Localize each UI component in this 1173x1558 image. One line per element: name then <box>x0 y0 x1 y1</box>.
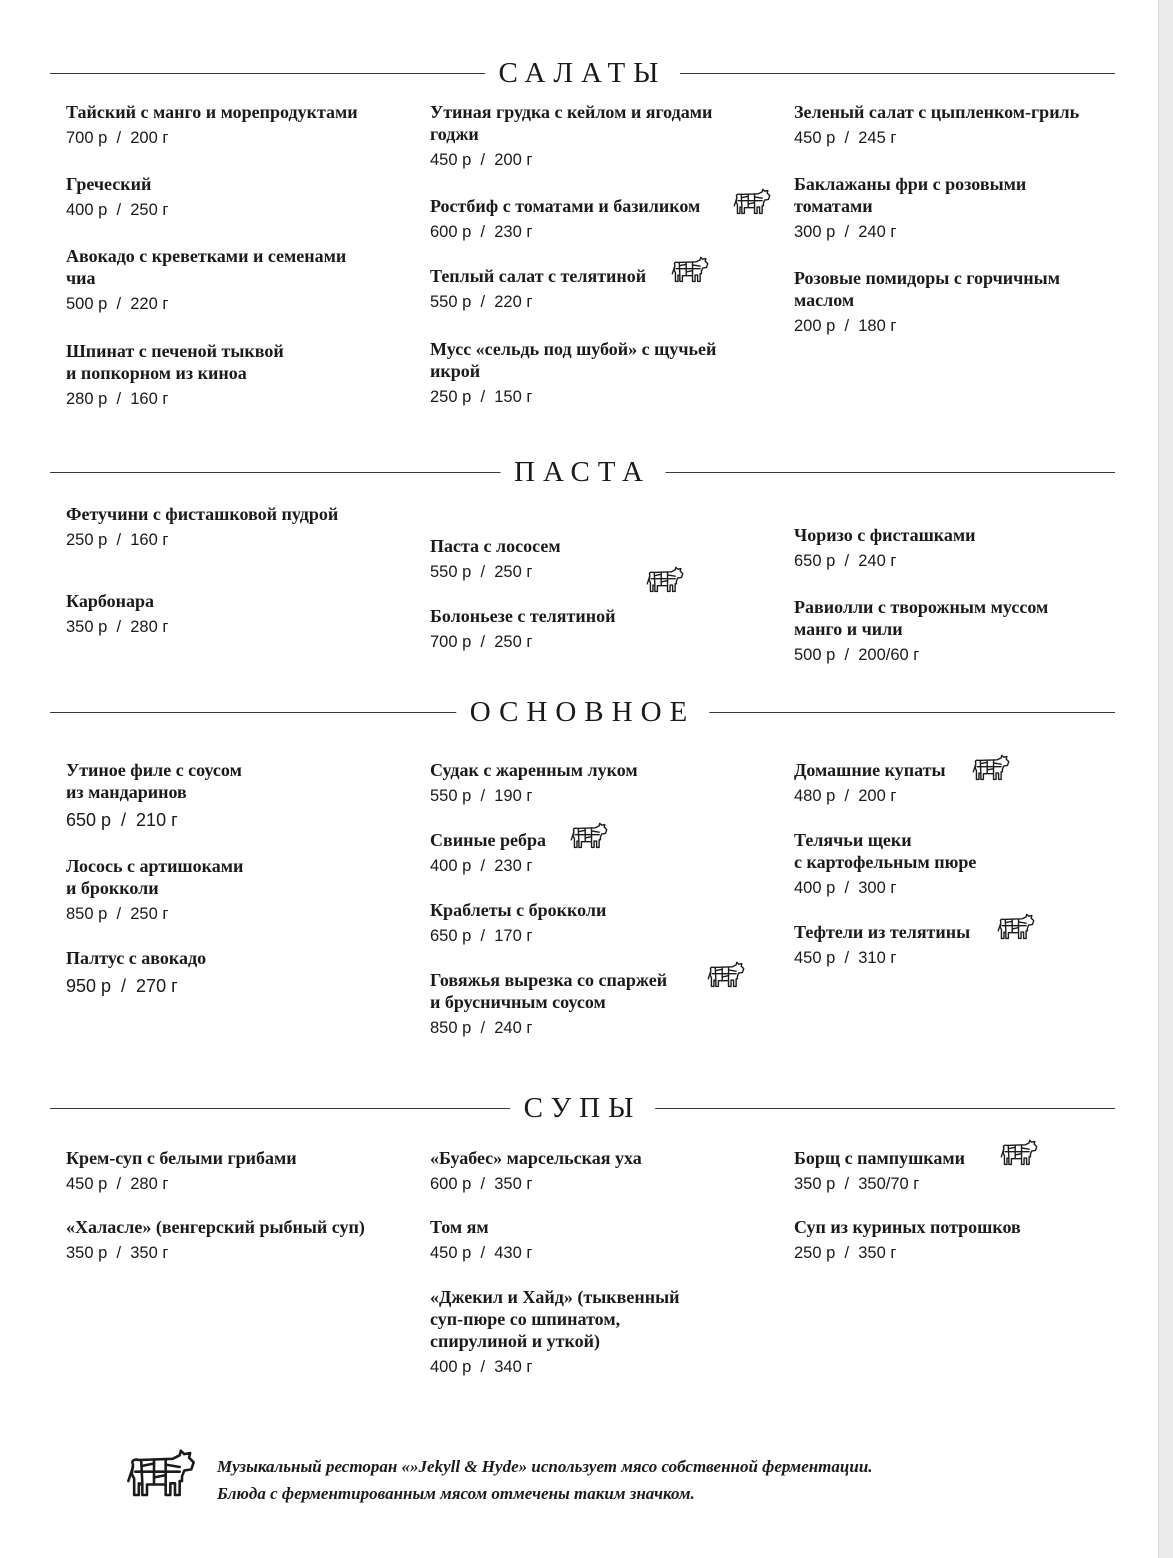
section-soups <box>50 1093 1115 1123</box>
item-price: 850 р / 250 г <box>66 905 169 923</box>
item-price: 200 р / 180 г <box>794 317 897 335</box>
menu-item <box>794 759 1144 807</box>
menu-item <box>794 596 1144 666</box>
item-name: Том ям <box>430 1217 489 1237</box>
menu-item <box>430 605 780 653</box>
menu-item <box>794 829 1144 899</box>
menu-item <box>430 899 780 947</box>
item-name: Зеленый салат с цыпленком-гриль <box>794 102 1080 122</box>
menu-item <box>430 265 780 313</box>
item-name: Болоньезе с телятиной <box>430 606 616 626</box>
item-price: 450 р / 280 г <box>66 1175 169 1193</box>
item-price: 650 р / 210 г <box>66 810 178 830</box>
item-price: 650 р / 170 г <box>430 927 533 945</box>
item-price: 500 р / 200/60 г <box>794 646 920 664</box>
menu-item <box>430 338 780 408</box>
menu-item <box>794 1147 1144 1195</box>
item-price: 350 р / 280 г <box>66 618 169 636</box>
footer-line: Музыкальный ресторан «»Jekyll & Hyde» использует мясо собственной ферментации. <box>217 1457 873 1476</box>
item-price: 280 р / 160 г <box>66 390 169 408</box>
item-name: Равиолли с творожным муссом манго и чили <box>794 597 1049 639</box>
item-price: 350 р / 350/70 г <box>794 1175 920 1193</box>
menu-item <box>430 1147 780 1195</box>
item-price: 700 р / 200 г <box>66 129 169 147</box>
item-name: Говяжья вырезка со спаржей и брусничным соусом <box>430 970 668 1012</box>
menu-item <box>66 173 416 221</box>
menu-item <box>66 759 416 831</box>
item-name: Лосось с артишоками и брокколи <box>66 856 244 898</box>
item-name: Розовые помидоры с горчичным маслом <box>794 268 1060 310</box>
item-price: 400 р / 340 г <box>430 1358 533 1376</box>
item-name: Греческий <box>66 174 152 194</box>
menu-item <box>66 340 416 410</box>
cow-icon <box>707 961 745 989</box>
cow-icon <box>126 1448 196 1500</box>
item-price: 850 р / 240 г <box>430 1019 533 1037</box>
item-name: Судак с жаренным луком <box>430 760 638 780</box>
item-price: 350 р / 350 г <box>66 1244 169 1262</box>
cow-icon <box>570 822 608 850</box>
menu-item <box>66 590 416 638</box>
item-name: Карбонара <box>66 591 154 611</box>
item-price: 600 р / 350 г <box>430 1175 533 1193</box>
cow-icon <box>646 566 684 594</box>
menu-item <box>794 101 1144 149</box>
footer-line: Блюда с ферментированным мясом отмечены таким значком. <box>217 1484 695 1503</box>
section-title: ПАСТА <box>500 457 665 487</box>
item-price: 950 р / 270 г <box>66 976 178 996</box>
item-name: Утиное филе с соусом из мандаринов <box>66 760 242 802</box>
item-name: Крем-суп с белыми грибами <box>66 1148 297 1168</box>
item-name: Теплый салат с телятиной <box>430 266 647 286</box>
item-price: 480 р / 200 г <box>794 787 897 805</box>
section-title: САЛАТЫ <box>485 58 681 88</box>
item-name: Ростбиф с томатами и базиликом <box>430 196 701 216</box>
item-price: 550 р / 220 г <box>430 293 533 311</box>
item-price: 450 р / 430 г <box>430 1244 533 1262</box>
item-price: 450 р / 310 г <box>794 949 897 967</box>
item-name: «Буабес» марсельская уха <box>430 1148 642 1168</box>
cow-icon <box>972 754 1010 782</box>
item-price: 250 р / 150 г <box>430 388 533 406</box>
cow-icon <box>733 188 771 216</box>
item-price: 400 р / 250 г <box>66 201 169 219</box>
menu-item <box>794 524 1144 572</box>
item-name: Борщ с пампушками <box>794 1148 966 1168</box>
menu-item <box>66 947 416 997</box>
item-name: Мусс «сельдь под шубой» с щучьей икрой <box>430 339 717 381</box>
menu-item <box>794 921 1144 969</box>
cow-icon <box>997 913 1035 941</box>
menu-item <box>794 173 1144 243</box>
cow-icon <box>671 256 709 284</box>
item-name: Телячьи щеки с картофельным пюре <box>794 830 977 872</box>
footer-note <box>217 1453 1117 1507</box>
item-name: Авокадо с креветками и семенами чиа <box>66 246 347 288</box>
item-name: Баклажаны фри с розовыми томатами <box>794 174 1027 216</box>
item-price: 450 р / 200 г <box>430 151 533 169</box>
item-price: 700 р / 250 г <box>430 633 533 651</box>
menu-item <box>66 1216 416 1264</box>
menu-item <box>66 101 416 149</box>
section-main <box>50 697 1115 727</box>
menu-item <box>66 503 416 551</box>
menu-item <box>430 535 780 583</box>
menu-item <box>66 855 416 925</box>
menu-item <box>66 245 416 315</box>
item-price: 550 р / 190 г <box>430 787 533 805</box>
item-name: Шпинат с печеной тыквой и попкорном из киноа <box>66 341 284 383</box>
item-price: 400 р / 300 г <box>794 879 897 897</box>
section-title: СУПЫ <box>510 1093 656 1123</box>
item-name: Палтус с авокадо <box>66 948 207 968</box>
item-name: Краблеты с брокколи <box>430 900 607 920</box>
item-name: Тайский с манго и морепродуктами <box>66 102 358 122</box>
menu-item <box>66 1147 416 1195</box>
section-title: ОСНОВНОЕ <box>456 697 709 727</box>
item-name: Утиная грудка с кейлом и ягодами годжи <box>430 102 713 144</box>
item-name: «Джекил и Хайд» (тыквенный суп-пюре со шпинатом, спирулиной и уткой) <box>430 1287 680 1351</box>
item-price: 500 р / 220 г <box>66 295 169 313</box>
item-price: 250 р / 160 г <box>66 531 169 549</box>
item-price: 250 р / 350 г <box>794 1244 897 1262</box>
menu-item <box>794 1216 1144 1264</box>
item-price: 600 р / 230 г <box>430 223 533 241</box>
item-name: «Халасле» (венгерский рыбный суп) <box>66 1217 365 1237</box>
item-name: Домашние купаты <box>794 760 946 780</box>
item-name: Свиные ребра <box>430 830 547 850</box>
menu-item <box>794 267 1144 337</box>
item-name: Тефтели из телятины <box>794 922 971 942</box>
item-price: 300 р / 240 г <box>794 223 897 241</box>
menu-item <box>430 1286 780 1378</box>
menu-item <box>430 195 780 243</box>
item-name: Суп из куриных потрошков <box>794 1217 1021 1237</box>
item-name: Паста с лососем <box>430 536 561 556</box>
item-name: Чоризо с фисташками <box>794 525 976 545</box>
section-salads <box>50 58 1115 88</box>
section-pasta <box>50 457 1115 487</box>
item-price: 650 р / 240 г <box>794 552 897 570</box>
item-price: 400 р / 230 г <box>430 857 533 875</box>
menu-item <box>430 101 780 171</box>
cow-icon <box>1000 1139 1038 1167</box>
page-edge <box>1158 0 1173 1558</box>
menu-item <box>430 759 780 807</box>
item-price: 450 р / 245 г <box>794 129 897 147</box>
item-name: Фетучини с фисташковой пудрой <box>66 504 339 524</box>
item-price: 550 р / 250 г <box>430 563 533 581</box>
menu-item <box>430 1216 780 1264</box>
